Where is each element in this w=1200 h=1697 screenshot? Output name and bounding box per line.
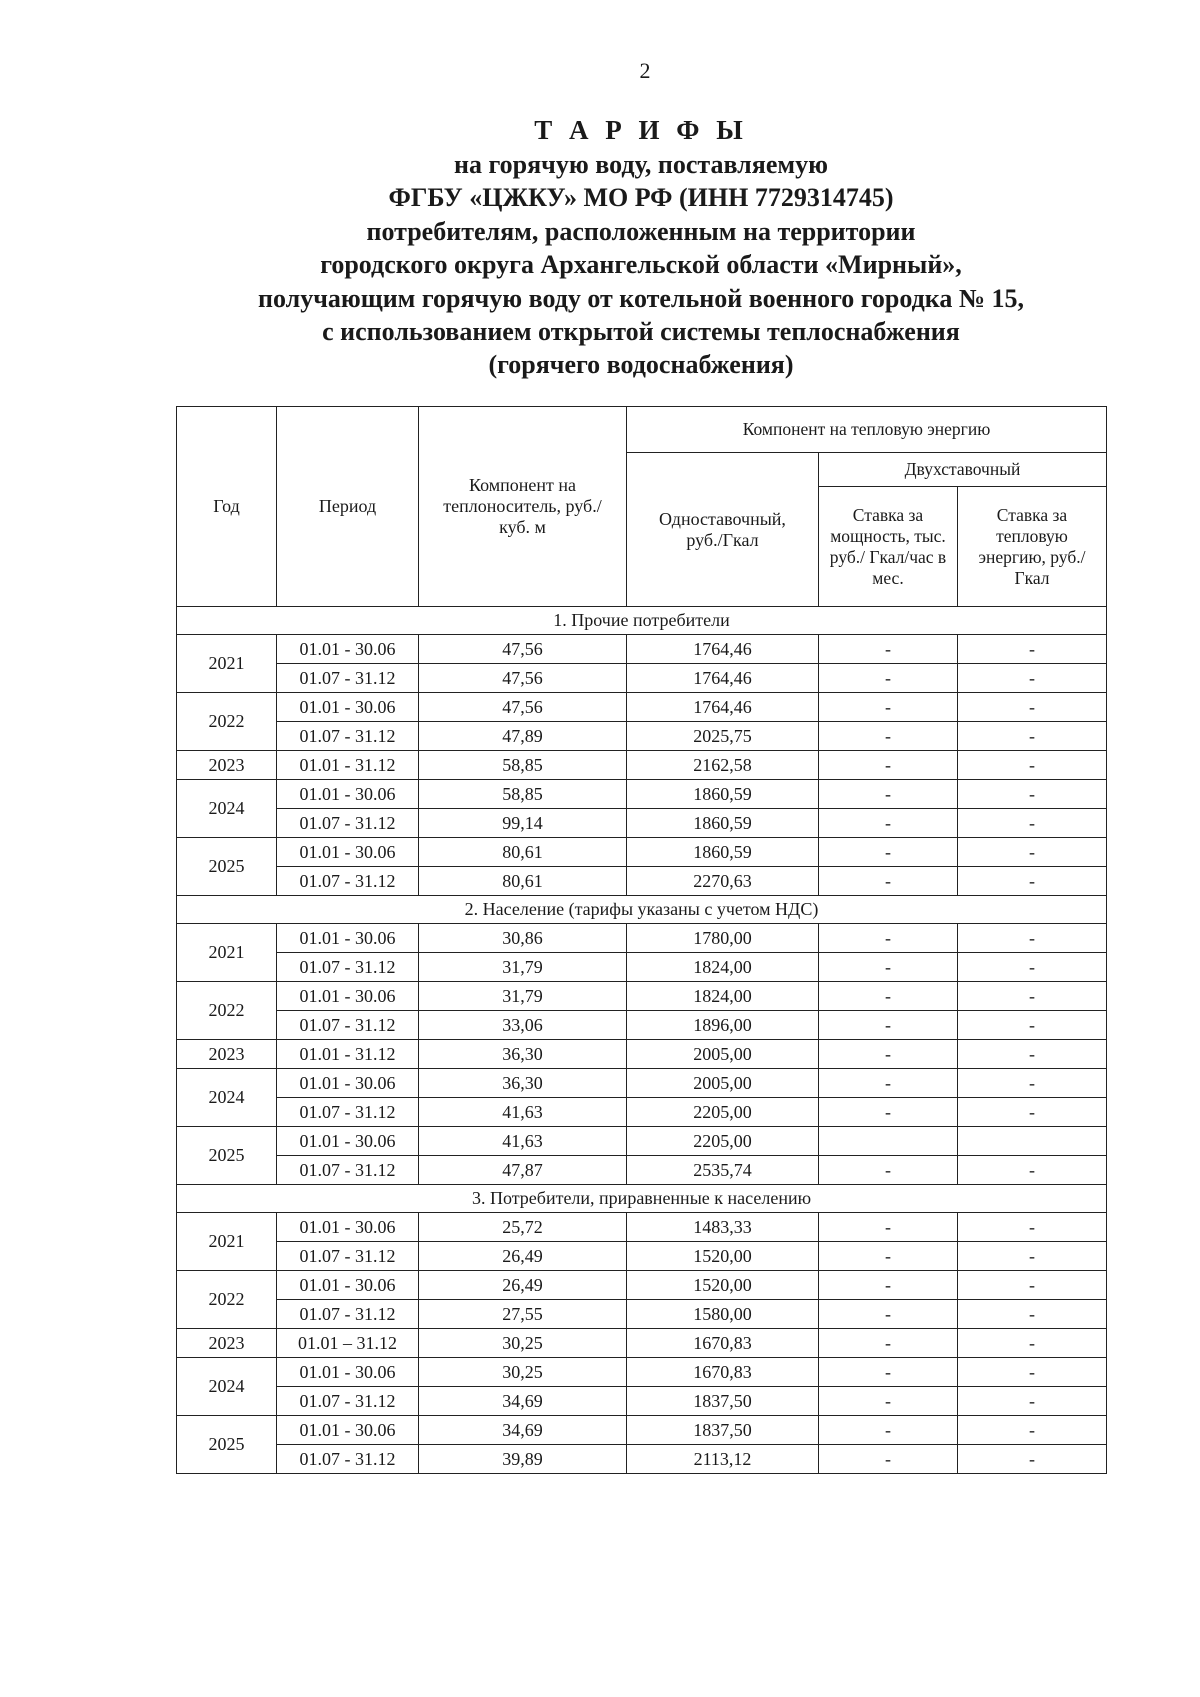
carrier-cell: 47,56 <box>419 693 627 722</box>
header-capacity-rate: Ставка за мощность, тыс. руб./ Гкал/час в мес. <box>819 487 958 607</box>
table-row <box>177 953 1107 982</box>
capacity-rate-cell: - <box>819 635 958 664</box>
energy-rate-cell: - <box>958 838 1107 867</box>
single-rate-cell: 1670,83 <box>627 1329 819 1358</box>
energy-rate-cell: - <box>958 693 1107 722</box>
carrier-cell: 26,49 <box>419 1242 627 1271</box>
carrier-cell: 34,69 <box>419 1387 627 1416</box>
period-cell: 01.07 - 31.12 <box>277 1098 419 1127</box>
capacity-rate-cell: - <box>819 1271 958 1300</box>
energy-rate-cell: - <box>958 751 1107 780</box>
capacity-rate-cell: - <box>819 1098 958 1127</box>
capacity-rate-cell: - <box>819 1416 958 1445</box>
tariffs-table <box>176 406 1107 1474</box>
year-cell: 2023 <box>177 1329 277 1358</box>
title-line: потребителям, расположенным на территории <box>366 216 916 246</box>
title-heading: Т А Р И Ф Ы <box>534 115 748 145</box>
document-title <box>236 112 1046 382</box>
single-rate-cell: 1483,33 <box>627 1213 819 1242</box>
capacity-rate-cell: - <box>819 1040 958 1069</box>
section-title: 3. Потребители, приравненные к населению <box>177 1185 1107 1213</box>
carrier-cell: 41,63 <box>419 1127 627 1156</box>
period-cell: 01.01 – 31.12 <box>277 1329 419 1358</box>
year-cell: 2024 <box>177 1069 277 1127</box>
energy-rate-cell: - <box>958 722 1107 751</box>
carrier-cell: 41,63 <box>419 1098 627 1127</box>
table-row <box>177 751 1107 780</box>
single-rate-cell: 2005,00 <box>627 1040 819 1069</box>
table-row <box>177 1156 1107 1185</box>
table-row <box>177 664 1107 693</box>
carrier-cell: 30,86 <box>419 924 627 953</box>
energy-rate-cell: - <box>958 1358 1107 1387</box>
table-row <box>177 1416 1107 1445</box>
capacity-rate-cell: - <box>819 953 958 982</box>
energy-rate-cell: - <box>958 1271 1107 1300</box>
header-period: Период <box>277 407 419 607</box>
energy-rate-cell: - <box>958 1098 1107 1127</box>
energy-rate-cell: - <box>958 664 1107 693</box>
capacity-rate-cell: - <box>819 1069 958 1098</box>
table-body <box>177 607 1107 1474</box>
carrier-cell: 39,89 <box>419 1445 627 1474</box>
capacity-rate-cell: - <box>819 1011 958 1040</box>
energy-rate-cell: - <box>958 1445 1107 1474</box>
single-rate-cell: 2113,12 <box>627 1445 819 1474</box>
energy-rate-cell: - <box>958 1156 1107 1185</box>
capacity-rate-cell <box>819 1127 958 1156</box>
period-cell: 01.01 - 30.06 <box>277 1358 419 1387</box>
period-cell: 01.07 - 31.12 <box>277 953 419 982</box>
single-rate-cell: 1824,00 <box>627 953 819 982</box>
energy-rate-cell: - <box>958 982 1107 1011</box>
capacity-rate-cell: - <box>819 751 958 780</box>
capacity-rate-cell: - <box>819 780 958 809</box>
carrier-cell: 30,25 <box>419 1358 627 1387</box>
carrier-cell: 30,25 <box>419 1329 627 1358</box>
year-cell: 2022 <box>177 982 277 1040</box>
energy-rate-cell: - <box>958 867 1107 896</box>
energy-rate-cell: - <box>958 1040 1107 1069</box>
table-row <box>177 809 1107 838</box>
header-energy-rate: Ставка за тепловую энергию, руб./Гкал <box>958 487 1107 607</box>
energy-rate-cell: - <box>958 1242 1107 1271</box>
carrier-cell: 34,69 <box>419 1416 627 1445</box>
single-rate-cell: 1837,50 <box>627 1416 819 1445</box>
single-rate-cell: 1670,83 <box>627 1358 819 1387</box>
year-cell: 2021 <box>177 1213 277 1271</box>
single-rate-cell: 1780,00 <box>627 924 819 953</box>
period-cell: 01.01 - 30.06 <box>277 1416 419 1445</box>
period-cell: 01.07 - 31.12 <box>277 1445 419 1474</box>
period-cell: 01.07 - 31.12 <box>277 867 419 896</box>
table-row <box>177 1329 1107 1358</box>
capacity-rate-cell: - <box>819 924 958 953</box>
carrier-cell: 33,06 <box>419 1011 627 1040</box>
period-cell: 01.01 - 30.06 <box>277 982 419 1011</box>
table-row <box>177 693 1107 722</box>
year-cell: 2021 <box>177 635 277 693</box>
carrier-cell: 80,61 <box>419 867 627 896</box>
capacity-rate-cell: - <box>819 1387 958 1416</box>
single-rate-cell: 1764,46 <box>627 664 819 693</box>
single-rate-cell: 1520,00 <box>627 1271 819 1300</box>
energy-rate-cell: - <box>958 953 1107 982</box>
single-rate-cell: 1580,00 <box>627 1300 819 1329</box>
period-cell: 01.01 - 30.06 <box>277 1127 419 1156</box>
single-rate-cell: 2270,63 <box>627 867 819 896</box>
carrier-cell: 31,79 <box>419 953 627 982</box>
period-cell: 01.07 - 31.12 <box>277 1387 419 1416</box>
single-rate-cell: 2025,75 <box>627 722 819 751</box>
period-cell: 01.07 - 31.12 <box>277 1156 419 1185</box>
header-single-rate: Одноставочный, руб./Гкал <box>627 453 819 607</box>
energy-rate-cell: - <box>958 780 1107 809</box>
capacity-rate-cell: - <box>819 693 958 722</box>
single-rate-cell: 1764,46 <box>627 693 819 722</box>
table-row <box>177 1300 1107 1329</box>
year-cell: 2021 <box>177 924 277 982</box>
carrier-cell: 26,49 <box>419 1271 627 1300</box>
section-row <box>177 1185 1107 1213</box>
period-cell: 01.01 - 30.06 <box>277 1271 419 1300</box>
year-cell: 2023 <box>177 751 277 780</box>
period-cell: 01.01 - 30.06 <box>277 693 419 722</box>
table-row <box>177 1069 1107 1098</box>
table-row <box>177 924 1107 953</box>
header-heat-component: Компонент на тепловую энергию <box>627 407 1107 453</box>
table-row <box>177 1242 1107 1271</box>
carrier-cell: 47,87 <box>419 1156 627 1185</box>
capacity-rate-cell: - <box>819 809 958 838</box>
title-line: получающим горячую воду от котельной военного городка № 15, <box>258 283 1024 313</box>
period-cell: 01.01 - 30.06 <box>277 924 419 953</box>
capacity-rate-cell: - <box>819 1358 958 1387</box>
title-line: городского округа Архангельской области «Мирный», <box>320 250 962 280</box>
single-rate-cell: 2005,00 <box>627 1069 819 1098</box>
single-rate-cell: 2205,00 <box>627 1127 819 1156</box>
table-row <box>177 1271 1107 1300</box>
year-cell: 2023 <box>177 1040 277 1069</box>
single-rate-cell: 1764,46 <box>627 635 819 664</box>
page-number: 2 <box>639 58 651 83</box>
carrier-cell: 47,56 <box>419 635 627 664</box>
single-rate-cell: 1837,50 <box>627 1387 819 1416</box>
carrier-cell: 25,72 <box>419 1213 627 1242</box>
capacity-rate-cell: - <box>819 982 958 1011</box>
carrier-cell: 58,85 <box>419 780 627 809</box>
title-line: ФГБУ «ЦЖКУ» МО РФ (ИНН 7729314745) <box>388 183 894 213</box>
capacity-rate-cell: - <box>819 1213 958 1242</box>
title-line: (горячего водоснабжения) <box>488 350 794 380</box>
section-row <box>177 896 1107 924</box>
single-rate-cell: 1860,59 <box>627 809 819 838</box>
period-cell: 01.01 - 30.06 <box>277 1069 419 1098</box>
carrier-cell: 36,30 <box>419 1040 627 1069</box>
energy-rate-cell: - <box>958 1387 1107 1416</box>
period-cell: 01.01 - 31.12 <box>277 1040 419 1069</box>
period-cell: 01.01 - 30.06 <box>277 838 419 867</box>
table-row <box>177 838 1107 867</box>
year-cell: 2025 <box>177 838 277 896</box>
year-cell: 2025 <box>177 1127 277 1185</box>
capacity-rate-cell: - <box>819 1156 958 1185</box>
period-cell: 01.01 - 30.06 <box>277 635 419 664</box>
table-row <box>177 982 1107 1011</box>
carrier-cell: 27,55 <box>419 1300 627 1329</box>
year-cell: 2022 <box>177 1271 277 1329</box>
energy-rate-cell <box>958 1127 1107 1156</box>
energy-rate-cell: - <box>958 1069 1107 1098</box>
table-row <box>177 1358 1107 1387</box>
energy-rate-cell: - <box>958 1213 1107 1242</box>
carrier-cell: 36,30 <box>419 1069 627 1098</box>
year-cell: 2022 <box>177 693 277 751</box>
period-cell: 01.07 - 31.12 <box>277 1242 419 1271</box>
single-rate-cell: 1520,00 <box>627 1242 819 1271</box>
single-rate-cell: 1824,00 <box>627 982 819 1011</box>
header-two-rate: Двухставочный <box>819 453 1107 487</box>
table-row <box>177 635 1107 664</box>
table-row <box>177 1127 1107 1156</box>
energy-rate-cell: - <box>958 635 1107 664</box>
single-rate-cell: 2162,58 <box>627 751 819 780</box>
period-cell: 01.01 - 30.06 <box>277 1213 419 1242</box>
single-rate-cell: 1896,00 <box>627 1011 819 1040</box>
single-rate-cell: 2535,74 <box>627 1156 819 1185</box>
table-row <box>177 1040 1107 1069</box>
single-rate-cell: 1860,59 <box>627 780 819 809</box>
energy-rate-cell: - <box>958 1329 1107 1358</box>
capacity-rate-cell: - <box>819 1329 958 1358</box>
single-rate-cell: 1860,59 <box>627 838 819 867</box>
period-cell: 01.07 - 31.12 <box>277 664 419 693</box>
capacity-rate-cell: - <box>819 1300 958 1329</box>
energy-rate-cell: - <box>958 1011 1107 1040</box>
title-line: с использованием открытой системы теплоснабжения <box>322 317 960 347</box>
energy-rate-cell: - <box>958 1416 1107 1445</box>
energy-rate-cell: - <box>958 924 1107 953</box>
table-row <box>177 1387 1107 1416</box>
capacity-rate-cell: - <box>819 664 958 693</box>
header-year: Год <box>177 407 277 607</box>
period-cell: 01.07 - 31.12 <box>277 809 419 838</box>
capacity-rate-cell: - <box>819 722 958 751</box>
capacity-rate-cell: - <box>819 838 958 867</box>
table-row <box>177 1445 1107 1474</box>
table-row <box>177 1213 1107 1242</box>
period-cell: 01.01 - 30.06 <box>277 780 419 809</box>
capacity-rate-cell: - <box>819 1445 958 1474</box>
carrier-cell: 58,85 <box>419 751 627 780</box>
carrier-cell: 47,89 <box>419 722 627 751</box>
carrier-cell: 99,14 <box>419 809 627 838</box>
year-cell: 2025 <box>177 1416 277 1474</box>
year-cell: 2024 <box>177 1358 277 1416</box>
period-cell: 01.01 - 31.12 <box>277 751 419 780</box>
energy-rate-cell: - <box>958 809 1107 838</box>
carrier-cell: 80,61 <box>419 838 627 867</box>
year-cell: 2024 <box>177 780 277 838</box>
table-row <box>177 780 1107 809</box>
section-title: 2. Население (тарифы указаны с учетом НДС) <box>177 896 1107 924</box>
table-row <box>177 722 1107 751</box>
period-cell: 01.07 - 31.12 <box>277 1300 419 1329</box>
table-row <box>177 1098 1107 1127</box>
table-row <box>177 867 1107 896</box>
carrier-cell: 47,56 <box>419 664 627 693</box>
header-carrier: Компонент на теплоноситель, руб./куб. м <box>419 407 627 607</box>
capacity-rate-cell: - <box>819 867 958 896</box>
section-title: 1. Прочие потребители <box>177 607 1107 635</box>
single-rate-cell: 2205,00 <box>627 1098 819 1127</box>
period-cell: 01.07 - 31.12 <box>277 722 419 751</box>
section-row <box>177 607 1107 635</box>
title-line: на горячую воду, поставляемую <box>454 150 828 179</box>
energy-rate-cell: - <box>958 1300 1107 1329</box>
period-cell: 01.07 - 31.12 <box>277 1011 419 1040</box>
capacity-rate-cell: - <box>819 1242 958 1271</box>
carrier-cell: 31,79 <box>419 982 627 1011</box>
table-row <box>177 1011 1107 1040</box>
